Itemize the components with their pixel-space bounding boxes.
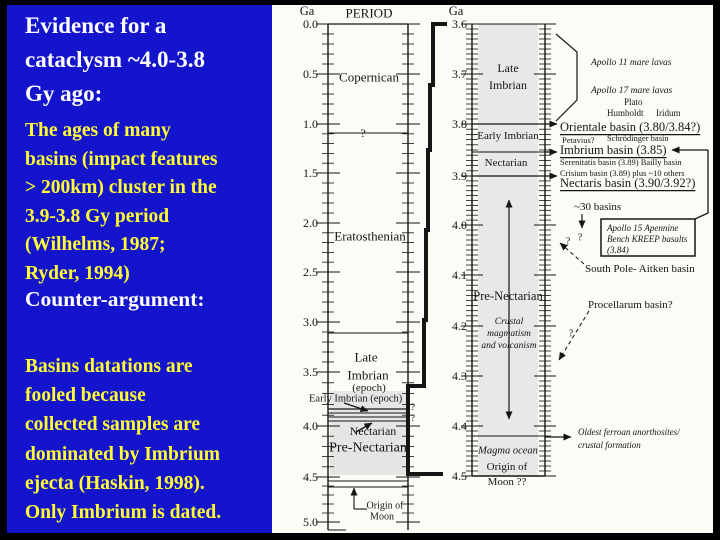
text-line: Basins datations are — [25, 356, 193, 377]
period-late-imbrian: Imbrian — [347, 367, 389, 383]
full-lunar-time-scale-tick-label: 3.5 — [303, 365, 318, 379]
text-line: collected samples are — [25, 414, 201, 436]
full-lunar-time-scale-tick-label: 1.0 — [303, 117, 318, 131]
full-lunar-time-scale-tick-label: 5.0 — [303, 515, 318, 529]
period-header: PERIOD — [345, 5, 393, 21]
schrodinger-basin: Schrödinger basin — [607, 133, 669, 143]
nectaris-basin: Nectaris basin (3.90/3.92?) — [560, 176, 696, 190]
text-line: 3.9-3.8 Gy period — [25, 205, 170, 227]
serenitatis-bailly-basins: Serenitatis basin (3.89) Bailly basin — [560, 157, 682, 167]
expanded-time-scale-3.6-4.5-tick-label: 4.0 — [452, 218, 467, 232]
period-early-imbrian: Early Imbrian (epoch) — [309, 393, 403, 405]
band-uncertainty: ? — [411, 402, 415, 412]
band-uncertainty: ? — [411, 413, 415, 423]
text-line: basins (impact features — [25, 148, 218, 170]
text-line: Gy ago: — [25, 81, 103, 106]
crustal-magmatism-label: Crustal — [494, 317, 524, 327]
full-lunar-time-scale-tick-label: 0.0 — [303, 17, 318, 31]
kreep-basalts-label: Apollo 15 Apennine — [607, 223, 679, 233]
epoch-pre-nectarian: Pre-Nectarian — [473, 289, 543, 303]
period-eratosthenian: Eratosthenian — [334, 228, 406, 244]
procellarum-arrow — [559, 311, 589, 360]
full-lunar-time-scale-tick-label: 3.0 — [303, 315, 318, 329]
humboldt-label: Humboldt — [607, 108, 644, 118]
crustal-magmatism-label: magmatism — [487, 329, 531, 339]
expanded-time-scale-3.6-4.5-tick-label: 3.8 — [452, 117, 467, 131]
full-lunar-time-scale-tick-label: 2.0 — [303, 216, 318, 230]
full-lunar-time-scale-tick-label: 0.5 — [303, 67, 318, 81]
kreep-basalts-label: Bench KREEP basalts — [607, 234, 688, 244]
procellarum-uncertainty: ? — [568, 328, 574, 340]
procellarum-basin: Procellarum basin? — [588, 299, 673, 311]
period-nectarian: Nectarian — [349, 424, 397, 438]
expanded-time-scale-3.6-4.5-tick-label: 3.7 — [452, 67, 467, 81]
period-copernican: Copernican — [339, 69, 399, 85]
expanded-time-scale-3.6-4.5-tick-label: 4.2 — [452, 319, 467, 333]
epoch-early-imbrian: Early Imbrian — [477, 130, 539, 142]
iridum-label: Iridum — [656, 108, 681, 118]
apollo-17-mare-lavas: Apollo 17 mare lavas — [591, 86, 673, 96]
orientale-basin: Orientale basin (3.80/3.84?) — [560, 120, 701, 134]
kreep-basalts-label: (3.84) — [607, 245, 629, 255]
full-lunar-time-scale-tick-label: 1.5 — [303, 166, 318, 180]
expanded-time-scale-3.6-4.5-tick-label: 4.1 — [452, 268, 467, 282]
epoch-late-imbrian: Late — [497, 61, 519, 75]
thirty-basins-uncertainty: ? — [577, 232, 583, 244]
kreep-box-connector — [695, 150, 708, 219]
expanded-time-scale-3.6-4.5-tick-label: 4.5 — [452, 469, 467, 483]
text-line: Ryder, 1994) — [25, 262, 130, 284]
mare-lavas-bracket — [556, 34, 577, 121]
boundary-uncertainty: ? — [360, 126, 366, 140]
left-scale-unit: Ga — [299, 4, 315, 18]
south-pole-aitken-arrow — [560, 243, 584, 264]
text-line: fooled because — [25, 385, 146, 407]
right-scale-unit: Ga — [448, 4, 464, 18]
crisium-basin: Crisium basin (3.89) plus ~10 others — [560, 168, 685, 178]
epoch-nectarian: Nectarian — [484, 157, 528, 169]
expanded-time-scale-3.6-4.5-tick-label: 4.3 — [452, 369, 467, 383]
text-line: ejecta (Haskin, 1998). — [25, 472, 205, 494]
south-pole-aitken-basin: South Pole- Aitken basin — [585, 263, 695, 275]
expanded-time-scale-3.6-4.5-tick-label: 3.6 — [452, 17, 467, 31]
imbrium-basin: Imbrium basin (3.85) — [560, 143, 667, 157]
thirty-basins-label: ~30 basins — [574, 201, 622, 213]
epoch-late-imbrian: Imbrian — [489, 78, 527, 92]
text-line: cataclysm ~4.0-3.8 — [25, 47, 205, 72]
origin-of-moon-expanded: Origin of — [486, 461, 528, 473]
text-line: Evidence for a — [25, 13, 167, 38]
spa-uncertainty: ? — [565, 236, 571, 248]
period-late-imbrian: (epoch) — [352, 382, 386, 394]
magma-ocean-label: Magma ocean — [478, 445, 538, 457]
full-lunar-time-scale-tick-label: 2.5 — [303, 265, 318, 279]
expanded-time-scale-3.6-4.5-tick-label: 3.9 — [452, 169, 467, 183]
text-line: dominated by Imbrium — [25, 443, 221, 465]
text-line: (Wilhelms, 1987; — [25, 234, 166, 255]
full-lunar-time-scale-tick-label: 4.0 — [303, 419, 318, 433]
counter-argument-heading: Counter-argument: — [25, 287, 205, 311]
petavius-label: Petavius? — [562, 135, 595, 145]
origin-of-moon-expanded: Moon ?? — [487, 476, 527, 488]
plato-label: Plato — [624, 97, 643, 107]
text-line: The ages of many — [25, 120, 171, 141]
text-line: > 200km) cluster in the — [25, 177, 217, 198]
crustal-magmatism-label: and volcanism — [481, 341, 537, 351]
full-lunar-time-scale-tick-label: 4.5 — [303, 470, 318, 484]
period-late-imbrian: Late — [354, 349, 378, 365]
origin-of-moon-label: Origin of — [366, 500, 404, 512]
origin-of-moon-label: Moon — [370, 511, 394, 523]
text-line: Only Imbrium is dated. — [25, 502, 222, 524]
expanded-time-scale-3.6-4.5-tick-label: 4.4 — [452, 419, 467, 433]
ferroan-anorthosites-label: Oldest ferroan anorthosites/ — [578, 427, 680, 437]
ferroan-anorthosites-label: crustal formation — [578, 440, 641, 450]
period-pre-nectarian: Pre-Nectarian — [329, 440, 407, 456]
apollo-11-mare-lavas: Apollo 11 mare lavas — [591, 58, 672, 68]
